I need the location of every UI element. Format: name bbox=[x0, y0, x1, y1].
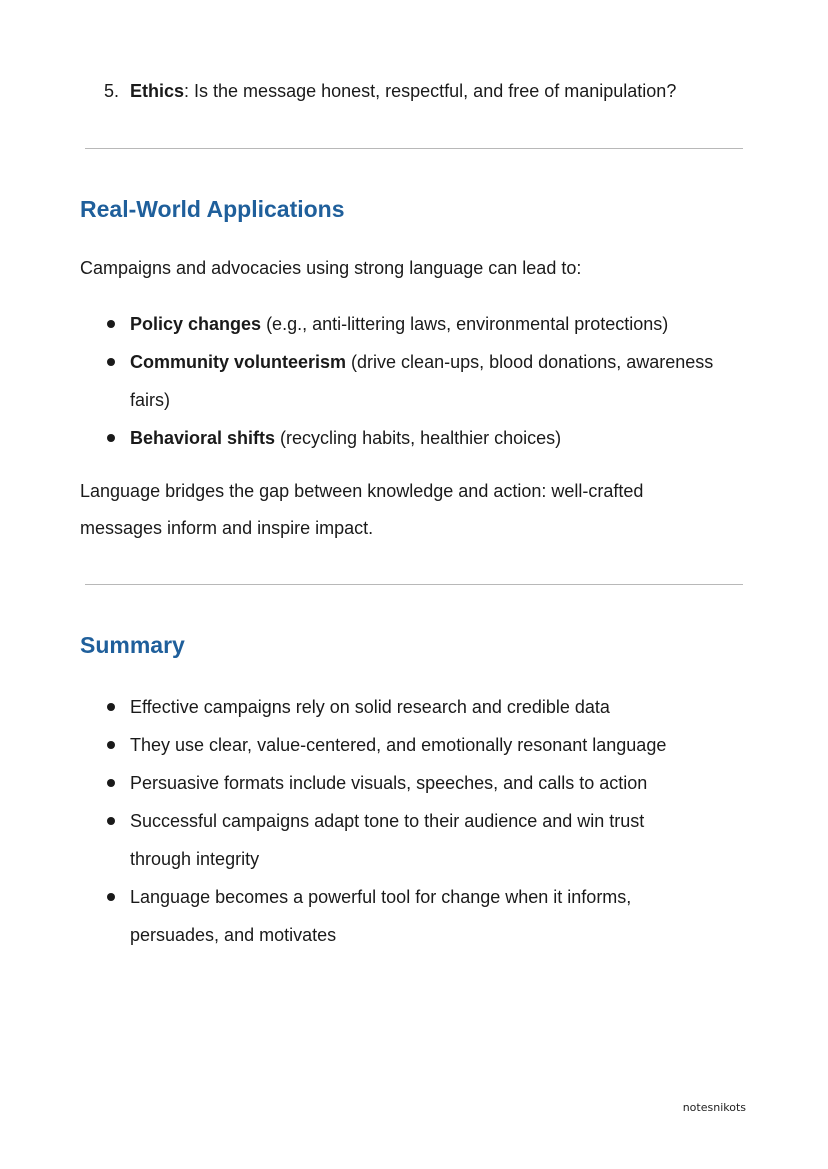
item-bold: Behavioral shifts bbox=[130, 428, 276, 448]
list-number: 5. bbox=[104, 81, 120, 101]
bullet-icon bbox=[107, 779, 115, 787]
item-text: (recycling habits, healthier choices) bbox=[275, 428, 562, 448]
divider bbox=[85, 584, 743, 585]
list-item bbox=[80, 419, 730, 457]
real-world-outro: Language bridges the gap between knowledge and action: well-crafted messages inform and inspire impact. bbox=[80, 481, 644, 538]
item-text: Persuasive formats include visuals, speeches, and calls to action bbox=[130, 773, 648, 793]
item-text: They use clear, value-centered, and emotionally resonant language bbox=[130, 735, 667, 755]
list-item bbox=[80, 764, 710, 802]
footer-brand: notesnikots bbox=[682, 1101, 746, 1114]
list-item bbox=[80, 688, 710, 726]
item-text: Successful campaigns adapt tone to their audience and win trust through integrity bbox=[130, 811, 645, 869]
real-world-list bbox=[80, 305, 760, 457]
list-item bbox=[80, 802, 710, 878]
list-item bbox=[80, 878, 710, 954]
section-heading-summary: Summary bbox=[80, 632, 185, 658]
item-text: (e.g., anti-littering laws, environmental protections) bbox=[261, 314, 669, 334]
item-bold: Policy changes bbox=[130, 314, 262, 334]
bullet-icon bbox=[107, 320, 115, 328]
real-world-intro: Campaigns and advocacies using strong language can lead to: bbox=[80, 258, 582, 278]
section-heading-real-world: Real-World Applications bbox=[80, 196, 345, 222]
bullet-icon bbox=[107, 817, 115, 825]
bullet-icon bbox=[107, 741, 115, 749]
bullet-icon bbox=[107, 434, 115, 442]
list-item bbox=[80, 726, 710, 764]
ethics-term: Ethics bbox=[130, 81, 185, 101]
item-text: (drive clean-ups, blood donations, awareness fairs) bbox=[130, 352, 714, 410]
item-bold: Community volunteerism bbox=[130, 352, 347, 372]
divider bbox=[85, 148, 743, 149]
summary-list bbox=[80, 688, 760, 954]
ethics-text: : Is the message honest, respectful, and free of manipulation? bbox=[184, 81, 677, 101]
ethics-list-item bbox=[104, 78, 676, 104]
list-item bbox=[80, 305, 730, 343]
item-text: Language becomes a powerful tool for change when it informs, persuades, and motivates bbox=[130, 887, 632, 945]
item-text: Effective campaigns rely on solid research and credible data bbox=[130, 697, 610, 717]
bullet-icon bbox=[107, 703, 115, 711]
bullet-icon bbox=[107, 358, 115, 366]
list-item bbox=[80, 343, 730, 419]
bullet-icon bbox=[107, 893, 115, 901]
